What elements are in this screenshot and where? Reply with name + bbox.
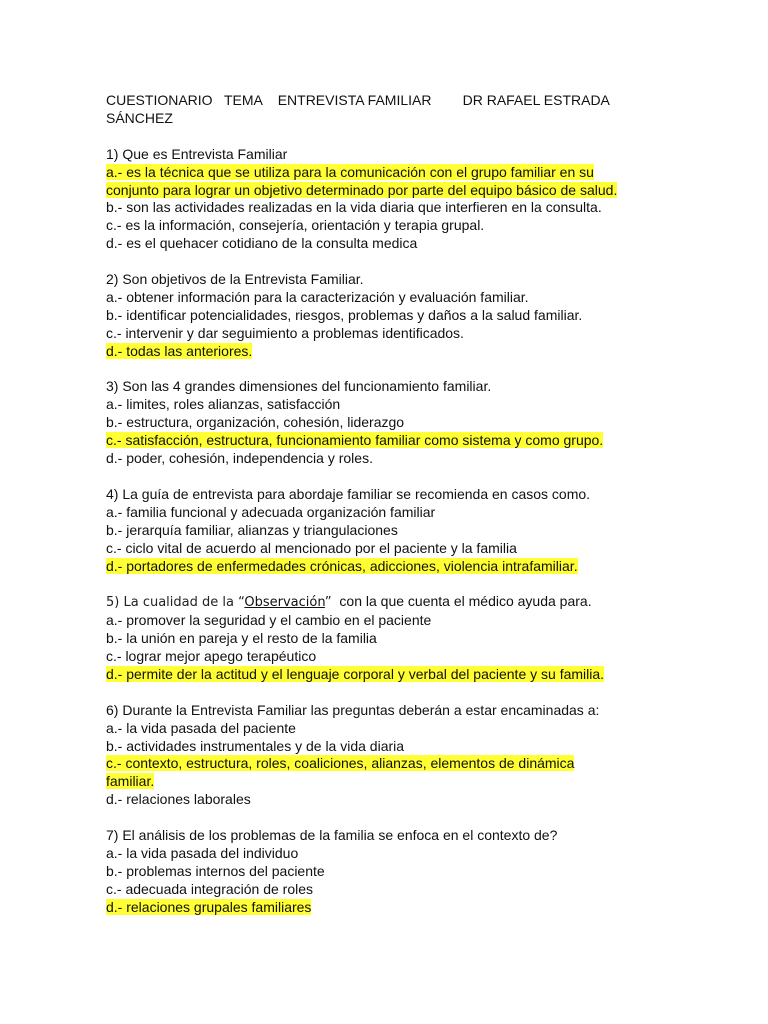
answer-option-c: c.- intervenir y dar seguimiento a problemas identificados. — [106, 324, 464, 341]
question-prompt: 4) La guía de entrevista para abordaje familiar se recomienda en casos como. — [106, 485, 591, 502]
answer-option-b: b.- identificar potencialidades, riesgos, problemas y daños a la salud familiar. — [106, 306, 583, 323]
question-1 — [106, 146, 666, 253]
question-4 — [106, 486, 666, 576]
question-6 — [106, 702, 666, 809]
question-prompt: 1) Que es Entrevista Familiar — [106, 145, 288, 162]
question-2 — [106, 271, 666, 361]
prompt-text: ” — [324, 595, 332, 611]
highlighted-answer: d.- todas las anteriores. — [106, 342, 253, 359]
answer-option-b: b.- estructura, organización, cohesión, liderazgo — [106, 414, 405, 431]
title-segment: ENTREVISTA FAMILIAR — [277, 92, 432, 108]
document-title — [106, 92, 666, 128]
answer-option-a: a.- familia funcional y adecuada organización familiar — [106, 503, 436, 520]
highlighted-answer: familiar. — [106, 773, 155, 790]
answer-option-c — [106, 755, 666, 773]
answer-option-d — [106, 558, 666, 576]
answer-option-a — [106, 164, 666, 182]
answer-option-b: b.- jerarquía familiar, alianzas y triangulaciones — [106, 521, 398, 538]
answer-option-c: c.- adecuada integración de roles — [106, 880, 314, 897]
answer-option-d: d.- es el quehacer cotidiano de la consulta medica — [106, 235, 418, 252]
answer-option-d — [106, 899, 666, 917]
answer-option-c-cont — [106, 773, 666, 791]
title-segment: DR RAFAEL ESTRADA — [462, 92, 610, 108]
document-page — [106, 92, 666, 934]
answer-option-c: c.- lograr mejor apego terapéutico — [106, 648, 317, 665]
answer-option-a: a.- limites, roles alianzas, satisfacción — [106, 396, 341, 413]
question-7 — [106, 827, 666, 917]
answer-option-b: b.- actividades instrumentales y de la vida diaria — [106, 737, 405, 754]
answer-option-b: b.- problemas internos del paciente — [106, 862, 325, 879]
question-prompt: 6) Durante la Entrevista Familiar las preguntas deberán a estar encaminadas a: — [106, 701, 600, 718]
highlighted-answer: conjunto para lograr un objetivo determinado por parte del equipo básico de salud. — [106, 181, 618, 198]
question-prompt — [106, 593, 666, 612]
answer-option-a: a.- la vida pasada del individuo — [106, 844, 299, 861]
title-segment: TEMA — [224, 92, 263, 108]
title-segment: CUESTIONARIO — [106, 92, 213, 108]
answer-option-d — [106, 343, 666, 361]
answer-option-c: c.- ciclo vital de acuerdo al mencionado por el paciente y la familia — [106, 539, 517, 556]
highlighted-answer: a.- es la técnica que se utiliza para la comunicación con el grupo familiar en su — [106, 163, 594, 180]
highlighted-answer: d.- portadores de enfermedades crónicas, adicciones, violencia intrafamiliar. — [106, 557, 578, 574]
answer-option-a-cont — [106, 182, 666, 200]
question-prompt: 7) El análisis de los problemas de la familia se enfoca en el contexto de? — [106, 827, 558, 844]
answer-option-a: a.- promover la seguridad y el cambio en el paciente — [106, 612, 432, 629]
answer-option-a: a.- la vida pasada del paciente — [106, 719, 296, 736]
highlighted-answer: d.- relaciones grupales familiares — [106, 898, 312, 915]
highlighted-answer: c.- contexto, estructura, roles, coaliciones, alianzas, elementos de dinámica — [106, 755, 575, 772]
prompt-text: 5) La cualidad de la “ — [106, 595, 245, 611]
title-line-2: SÁNCHEZ — [106, 109, 173, 126]
highlighted-answer: d.- permite der la actitud y el lenguaje corporal y verbal del paciente y su familia. — [106, 665, 605, 682]
question-prompt: 3) Son las 4 grandes dimensiones del funcionamiento familiar. — [106, 378, 492, 395]
highlighted-answer: c.- satisfacción, estructura, funcionamiento familiar como sistema y como grupo. — [106, 432, 604, 449]
answer-option-b: b.- la unión en pareja y el resto de la familia — [106, 630, 377, 647]
answer-option-d: d.- poder, cohesión, independencia y roles. — [106, 450, 373, 467]
question-prompt: 2) Son objetivos de la Entrevista Familiar. — [106, 271, 364, 288]
answer-option-a: a.- obtener información para la caracterización y evaluación familiar. — [106, 288, 529, 305]
question-3 — [106, 378, 666, 468]
answer-option-b: b.- son las actividades realizadas en la vida diaria que interfieren en la consulta. — [106, 199, 602, 216]
prompt-text: con la que cuenta el médico ayuda para. — [331, 593, 592, 610]
question-5 — [106, 593, 666, 684]
answer-option-d: d.- relaciones laborales — [106, 791, 251, 808]
answer-option-c: c.- es la información, consejería, orientación y terapia grupal. — [106, 217, 485, 234]
answer-option-c — [106, 432, 666, 450]
answer-option-d — [106, 666, 666, 684]
observation-term: Observación — [244, 595, 325, 611]
